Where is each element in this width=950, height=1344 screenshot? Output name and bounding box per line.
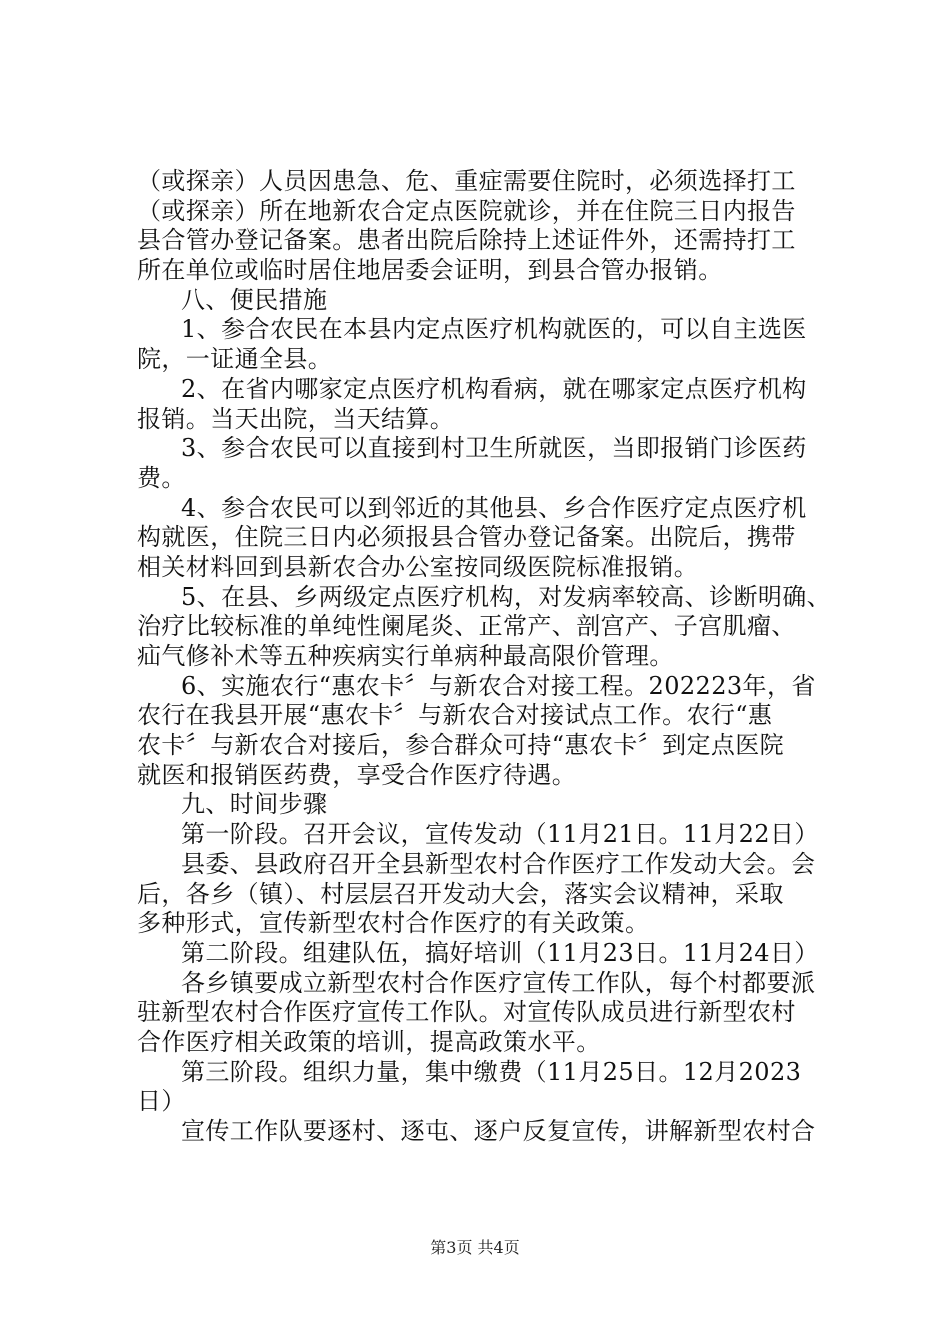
text-line: 合作医疗相关政策的培训，提高政策水平。 bbox=[137, 1027, 601, 1056]
text-line: 5、在县、乡两级定点医疗机构，对发病率较高、诊断明确、 bbox=[181, 582, 832, 611]
text-line: 宣传工作队要逐村、逐屯、逐户反复宣传，讲解新型农村合 bbox=[181, 1117, 816, 1145]
text-line: 费。 bbox=[137, 463, 186, 492]
text-line: 3、参合农民可以直接到村卫生所就医，当即报销门诊医药 bbox=[181, 434, 807, 463]
text-line: （或探亲）人员因患急、危、重症需要住院时，必须选择打工 bbox=[137, 167, 796, 195]
text-line: 县合管办登记备案。患者出院后除持上述证件外，还需持打工 bbox=[137, 226, 796, 255]
text-line: 报销。当天出院，当天结算。 bbox=[137, 404, 455, 433]
text-line: 治疗比较标准的单纯性阑尾炎、正常产、剖宫产、子宫肌瘤、 bbox=[137, 612, 796, 641]
stage-heading: 第三阶段。组织力量，集中缴费（11月25日。12月2023 bbox=[181, 1057, 802, 1086]
text-line: 农行在我县开展“惠农卡〞与新农合对接试点工作。农行“惠 bbox=[137, 701, 773, 730]
text-line: 多种形式，宣传新型农村合作医疗的有关政策。 bbox=[137, 909, 650, 938]
text-line: 2、在省内哪家定点医疗机构看病，就在哪家定点医疗机构 bbox=[181, 374, 807, 403]
text-line: 日） bbox=[137, 1087, 186, 1116]
section-heading: 九、时间步骤 bbox=[181, 790, 328, 819]
text-line: 1、参合农民在本县内定点医疗机构就医的，可以自主选医 bbox=[181, 315, 807, 344]
page-footer: 第3页 共4页 bbox=[430, 1238, 520, 1257]
text-line: 6、实施农行“惠农卡〞与新农合对接工程。202223年，省 bbox=[181, 671, 816, 700]
text-line: 驻新型农村合作医疗宣传工作队。对宣传队成员进行新型农村 bbox=[137, 998, 796, 1027]
stage-heading: 第一阶段。召开会议，宣传发动（11月21日。11月22日） bbox=[181, 820, 819, 849]
text-line: 农卡〞与新农合对接后，参合群众可持“惠农卡〞到定点医院 bbox=[137, 731, 785, 760]
stage-heading: 第二阶段。组建队伍，搞好培训（11月23日。11月24日） bbox=[181, 938, 819, 967]
text-line: 县委、县政府召开全县新型农村合作医疗工作发动大会。会 bbox=[181, 849, 816, 878]
text-line: 院，一证通全县。 bbox=[137, 345, 333, 374]
text-line: 疝气修补术等五种疾病实行单病种最高限价管理。 bbox=[137, 642, 674, 670]
text-line: 4、参合农民可以到邻近的其他县、乡合作医疗定点医疗机 bbox=[181, 493, 807, 522]
text-line: 所在单位或临时居住地居委会证明，到县合管办报销。 bbox=[137, 256, 723, 285]
document-body bbox=[137, 167, 832, 1147]
text-line: 相关材料回到县新农合办公室按同级医院标准报销。 bbox=[137, 552, 699, 581]
text-line: 各乡镇要成立新型农村合作医疗宣传工作队，每个村都要派 bbox=[181, 968, 816, 997]
text-line: （或探亲）所在地新农合定点医院就诊，并在住院三日内报告 bbox=[137, 196, 796, 225]
text-line: 就医和报销医药费，享受合作医疗待遇。 bbox=[137, 760, 577, 789]
text-line: 构就医，住院三日内必须报县合管办登记备案。出院后，携带 bbox=[137, 523, 796, 552]
text-line: 后，各乡（镇）、村层层召开发动大会，落实会议精神，采取 bbox=[137, 879, 784, 908]
section-heading: 八、便民措施 bbox=[181, 285, 328, 314]
